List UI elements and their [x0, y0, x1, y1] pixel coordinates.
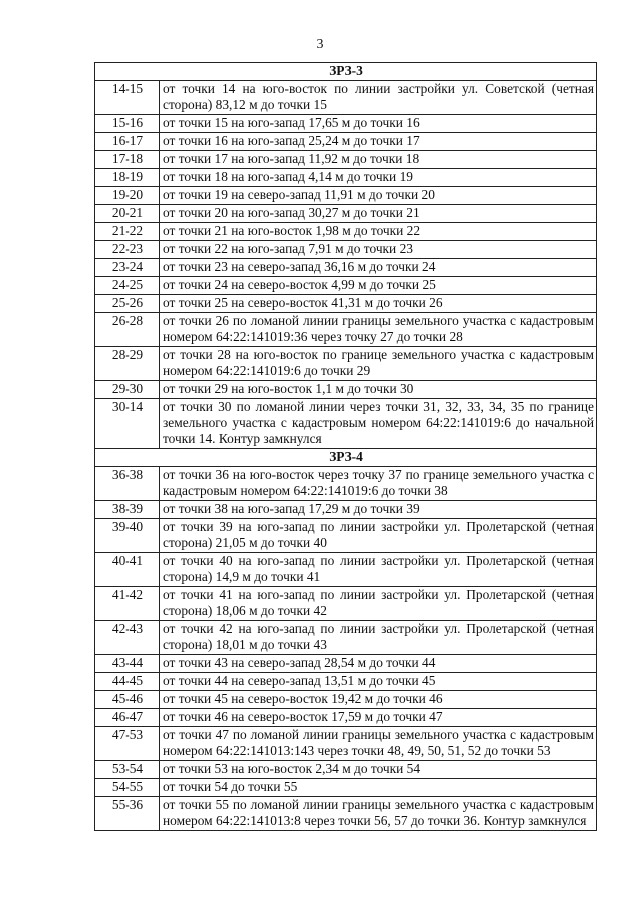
table-row: [95, 133, 597, 151]
table-row: [95, 655, 597, 673]
segment-cell: 21-22: [95, 223, 160, 241]
description-cell: от точки 47 по ломаной линии границы земельного участка с кадастровым номером 64:22:141013:143 через точки 48, 49, 50, 51, 52 до точки 53: [160, 727, 597, 761]
segment-cell: 22-23: [95, 241, 160, 259]
segment-cell: 42-43: [95, 621, 160, 655]
table-row: [95, 347, 597, 381]
table-row: [95, 259, 597, 277]
table-row: [95, 277, 597, 295]
description-cell: от точки 14 на юго-восток по линии застройки ул. Советской (четная сторона) 83,12 м до точки 15: [160, 81, 597, 115]
segment-cell: 24-25: [95, 277, 160, 295]
segment-cell: 20-21: [95, 205, 160, 223]
description-cell: от точки 28 на юго-восток по границе земельного участка с кадастровым номером 64:22:141019:6 до точки 29: [160, 347, 597, 381]
table-row: [95, 727, 597, 761]
segment-cell: 26-28: [95, 313, 160, 347]
description-cell: от точки 43 на северо-запад 28,54 м до точки 44: [160, 655, 597, 673]
description-cell: от точки 16 на юго-запад 25,24 м до точки 17: [160, 133, 597, 151]
description-cell: от точки 42 на юго-запад по линии застройки ул. Пролетарской (четная сторона) 18,01 м до точки 43: [160, 621, 597, 655]
zone-header-row: [95, 449, 597, 467]
segment-cell: 19-20: [95, 187, 160, 205]
segment-cell: 54-55: [95, 779, 160, 797]
segment-cell: 43-44: [95, 655, 160, 673]
table-row: [95, 761, 597, 779]
segment-cell: 30-14: [95, 399, 160, 449]
segment-cell: 28-29: [95, 347, 160, 381]
table-row: [95, 205, 597, 223]
table-row: [95, 241, 597, 259]
description-cell: от точки 26 по ломаной линии границы земельного участка с кадастровым номером 64:22:141019:36 через точку 27 до точки 28: [160, 313, 597, 347]
description-cell: от точки 18 на юго-запад 4,14 м до точки 19: [160, 169, 597, 187]
zone-title: ЗРЗ-3: [95, 63, 597, 81]
description-cell: от точки 20 на юго-запад 30,27 м до точки 21: [160, 205, 597, 223]
segment-cell: 53-54: [95, 761, 160, 779]
table-row: [95, 691, 597, 709]
segment-cell: 47-53: [95, 727, 160, 761]
zone-title: ЗРЗ-4: [95, 449, 597, 467]
segment-cell: 23-24: [95, 259, 160, 277]
table-row: [95, 621, 597, 655]
table-row: [95, 295, 597, 313]
table-row: [95, 313, 597, 347]
segment-cell: 18-19: [95, 169, 160, 187]
table-row: [95, 467, 597, 501]
segment-cell: 36-38: [95, 467, 160, 501]
table-row: [95, 553, 597, 587]
description-cell: от точки 45 на северо-восток 19,42 м до точки 46: [160, 691, 597, 709]
table-row: [95, 151, 597, 169]
zone-header-row: [95, 63, 597, 81]
description-cell: от точки 25 на северо-восток 41,31 м до точки 26: [160, 295, 597, 313]
segment-cell: 16-17: [95, 133, 160, 151]
table-row: [95, 587, 597, 621]
table-row: [95, 797, 597, 831]
description-cell: от точки 19 на северо-запад 11,91 м до точки 20: [160, 187, 597, 205]
description-cell: от точки 17 на юго-запад 11,92 м до точки 18: [160, 151, 597, 169]
segment-cell: 17-18: [95, 151, 160, 169]
description-cell: от точки 55 по ломаной линии границы земельного участка с кадастровым номером 64:22:141013:8 через точки 56, 57 до точки 36. Контур замкнулся: [160, 797, 597, 831]
description-cell: от точки 30 по ломаной линии через точки 31, 32, 33, 34, 35 по границе земельного участка с кадастровым номером 64:22:141019:6 до начальной точки 14. Контур замкнулся: [160, 399, 597, 449]
description-cell: от точки 39 на юго-запад по линии застройки ул. Пролетарской (четная сторона) 21,05 м до точки 40: [160, 519, 597, 553]
segment-cell: 25-26: [95, 295, 160, 313]
table-row: [95, 81, 597, 115]
segment-cell: 29-30: [95, 381, 160, 399]
description-cell: от точки 44 на северо-запад 13,51 м до точки 45: [160, 673, 597, 691]
description-cell: от точки 46 на северо-восток 17,59 м до точки 47: [160, 709, 597, 727]
description-cell: от точки 38 на юго-запад 17,29 м до точки 39: [160, 501, 597, 519]
description-cell: от точки 36 на юго-восток через точку 37 по границе земельного участка с кадастровым номером 64:22:141019:6 до точки 38: [160, 467, 597, 501]
description-cell: от точки 40 на юго-запад по линии застройки ул. Пролетарской (четная сторона) 14,9 м до точки 41: [160, 553, 597, 587]
table-row: [95, 673, 597, 691]
description-cell: от точки 24 на северо-восток 4,99 м до точки 25: [160, 277, 597, 295]
description-cell: от точки 41 на юго-запад по линии застройки ул. Пролетарской (четная сторона) 18,06 м до точки 42: [160, 587, 597, 621]
segment-cell: 55-36: [95, 797, 160, 831]
table-row: [95, 399, 597, 449]
table-body: [95, 63, 597, 831]
segment-cell: 41-42: [95, 587, 160, 621]
table-row: [95, 501, 597, 519]
segment-cell: 44-45: [95, 673, 160, 691]
description-cell: от точки 15 на юго-запад 17,65 м до точки 16: [160, 115, 597, 133]
segment-cell: 14-15: [95, 81, 160, 115]
segment-cell: 38-39: [95, 501, 160, 519]
table-row: [95, 169, 597, 187]
description-cell: от точки 29 на юго-восток 1,1 м до точки 30: [160, 381, 597, 399]
table-row: [95, 709, 597, 727]
segment-cell: 45-46: [95, 691, 160, 709]
description-cell: от точки 23 на северо-запад 36,16 м до точки 24: [160, 259, 597, 277]
description-cell: от точки 22 на юго-запад 7,91 м до точки 23: [160, 241, 597, 259]
table-row: [95, 519, 597, 553]
table-row: [95, 115, 597, 133]
table-row: [95, 187, 597, 205]
segment-cell: 15-16: [95, 115, 160, 133]
table-row: [95, 223, 597, 241]
segment-cell: 46-47: [95, 709, 160, 727]
description-cell: от точки 53 на юго-восток 2,34 м до точки 54: [160, 761, 597, 779]
page-number: 3: [316, 37, 324, 52]
table-row: [95, 779, 597, 797]
description-cell: от точки 21 на юго-восток 1,98 м до точки 22: [160, 223, 597, 241]
boundary-description-table: [94, 62, 597, 831]
segment-cell: 39-40: [95, 519, 160, 553]
segment-cell: 40-41: [95, 553, 160, 587]
table-row: [95, 381, 597, 399]
description-cell: от точки 54 до точки 55: [160, 779, 597, 797]
